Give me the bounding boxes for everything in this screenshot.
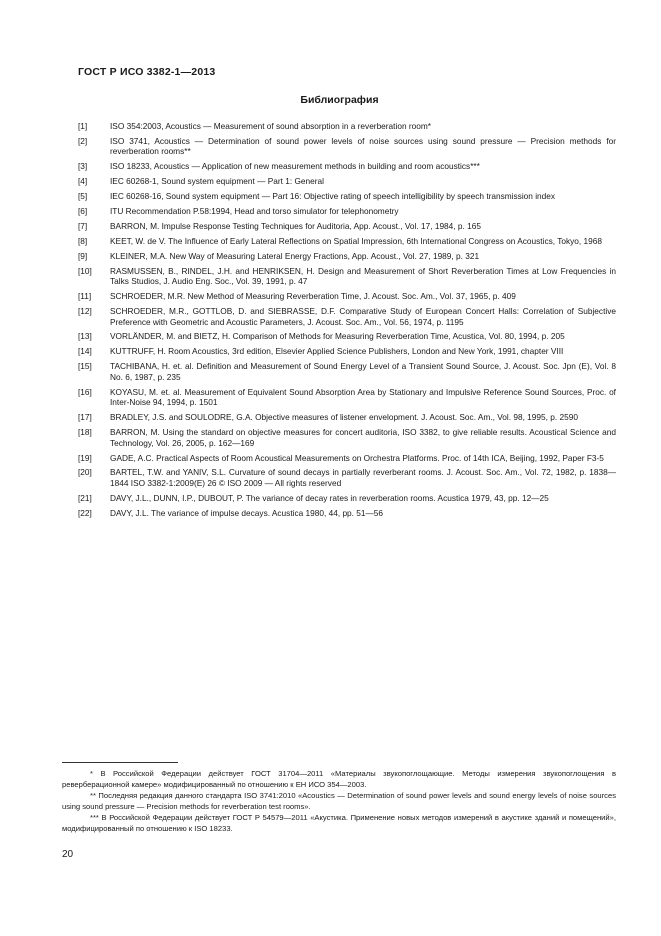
- reference-number: [10]: [78, 265, 92, 276]
- reference-number: [22]: [78, 507, 92, 518]
- reference-number: [4]: [78, 176, 88, 187]
- reference-item: [78, 387, 616, 408]
- reference-text: DAVY, J.L. The variance of impulse decays. Acustica 1980, 44, pp. 51—56: [110, 507, 384, 518]
- reference-item: [78, 331, 616, 342]
- reference-number: [7]: [78, 220, 88, 231]
- document-header: ГОСТ Р ИСО 3382-1—2013: [78, 66, 216, 78]
- reference-item: [78, 412, 616, 423]
- reference-item: [78, 467, 616, 488]
- reference-text: TACHIBANA, H. et. al. Definition and Measurement of Sound Energy Level of a Transient Sound Source, J. Acoust. Soc. Jpn (E), Vol. 8 No. 6, 1987, p. 235: [110, 361, 616, 382]
- reference-text: KOYASU, M. et. al. Measurement of Equivalent Sound Absorption Area by Stationary and Impulsive Reference Sound Sources, Proc. of Inter-Noise 94, 1994, p. 1501: [110, 386, 616, 408]
- reference-item: [78, 306, 616, 327]
- reference-text: GADE, A.C. Practical Aspects of Room Acoustical Measurements on Orchestra Platforms. Proc. of 14th ICA, Beijing, 1992, Paper F3-5: [110, 452, 604, 463]
- reference-item: [78, 206, 616, 217]
- reference-text: SCHROEDER, M.R., GOTTLOB, D. and SIEBRASSE, D.F. Comparative Study of European Concert Halls: Correlation of Subjective Preference with Geometric and Acoustic Parameters, J. Acoust. Soc. Am., Vol. 56, 1974, p. 1195: [110, 305, 616, 327]
- reference-number: [1]: [78, 121, 88, 131]
- footnote-divider: [62, 762, 178, 763]
- reference-text: IEC 60268-1, Sound system equipment — Part 1: General: [110, 176, 324, 187]
- reference-text: ISO 18233, Acoustics — Application of new measurement methods in building and room acoustics***: [110, 161, 480, 172]
- reference-text: BARRON, M. Impulse Response Testing Techniques for Auditoria, App. Acoust., Vol. 17, 1984, p. 165: [110, 220, 481, 231]
- reference-text: ITU Recommendation P.58:1994, Head and torso simulator for telephonometry: [110, 206, 399, 217]
- reference-item: [78, 453, 616, 464]
- page-number: 20: [62, 849, 74, 860]
- reference-text: SCHROEDER, M.R. New Method of Measuring Reverberation Time, J. Acoust. Soc. Am., Vol. 37, 1965, p. 409: [110, 291, 516, 302]
- reference-number: [5]: [78, 191, 88, 202]
- reference-item: [78, 361, 616, 382]
- reference-number: [3]: [78, 161, 88, 172]
- reference-item: [78, 251, 616, 262]
- footnotes: [62, 769, 616, 836]
- reference-number: [19]: [78, 452, 92, 463]
- reference-number: [18]: [78, 427, 92, 438]
- reference-number: [14]: [78, 346, 92, 357]
- reference-item: [78, 161, 616, 172]
- reference-number: [15]: [78, 361, 92, 372]
- reference-number: [12]: [78, 305, 92, 316]
- reference-item: [78, 176, 616, 187]
- reference-number: [16]: [78, 386, 92, 397]
- reference-text: IEC 60268-16, Sound system equipment — Part 16: Objective rating of speech intelligibility by speech transmission index: [110, 191, 556, 202]
- reference-text: KEET, W. de V. The Influence of Early Lateral Reflections on Spatial Impression, 6th International Congress on Acoustics, Tokyo, 1968: [110, 235, 602, 246]
- reference-text: RASMUSSEN, B., RINDEL, J.H. and HENRIKSEN, H. Design and Measurement of Short Reverberation Times at Low Frequencies in Talks Studios, J. Audio Eng. Soc., Vol. 39, 1991, p. 47: [110, 265, 616, 287]
- reference-item: [78, 121, 616, 132]
- reference-text: BARRON, M. Using the standard on objective measures for concert auditoria, ISO 3382, to give reliable results. Acoustical Science and Technology, Vol. 26, 2005, p. 162—169: [110, 427, 616, 448]
- reference-item: [78, 266, 616, 287]
- reference-item: [78, 346, 616, 357]
- reference-number: [17]: [78, 412, 92, 423]
- bibliography-title: Библиография: [300, 94, 379, 106]
- reference-number: [21]: [78, 492, 92, 503]
- bibliography-list: [78, 121, 616, 523]
- reference-number: [20]: [78, 467, 92, 478]
- reference-text: BRADLEY, J.S. and SOULODRE, G.A. Objective measures of listener envelopment. J. Acoust. Soc. Am., Vol. 98, 1995, p. 2590: [110, 412, 578, 423]
- reference-item: [78, 291, 616, 302]
- reference-text: BARTEL, T.W. and YANIV, S.L. Curvature of sound decays in partially reverberant rooms. J. Acoust. Soc. Am., Vol. 72, 1982, p. 1838—1844 ISO 3382-1:2009(E) 26 © ISO 2009 — All rights reserved: [110, 467, 616, 489]
- footnote: ** Последняя редакция данного стандарта ISO 3741:2010 «Acoustics — Determination of sound power levels and sound energy levels of noise sources using sound pressure — Precision methods for reverberation test rooms».: [62, 791, 616, 811]
- reference-number: [8]: [78, 235, 88, 246]
- reference-text: ISO 354:2003, Acoustics — Measurement of sound absorption in a reverberation room*: [110, 121, 431, 131]
- reference-item: [78, 191, 616, 202]
- reference-number: [2]: [78, 135, 88, 146]
- reference-text: VORLÄNDER, M. and BIETZ, H. Comparison of Methods for Measuring Reverberation Time, Acustica, Vol. 80, 1994, p. 205: [110, 331, 565, 342]
- reference-number: [13]: [78, 331, 92, 342]
- reference-item: [78, 221, 616, 232]
- reference-item: [78, 493, 616, 504]
- reference-number: [9]: [78, 250, 88, 261]
- reference-text: DAVY, J.L., DUNN, I.P., DUBOUT, P. The variance of decay rates in reverberation rooms. Acustica 1979, 43, pp. 12—25: [110, 492, 549, 503]
- reference-item: [78, 508, 616, 519]
- footnote: *** В Российской Федерации действует ГОСТ Р 54579—2011 «Акустика. Применение новых методов измерений в акустике зданий и помещений», модифицированный по отношению к ISO 18233.: [62, 813, 616, 833]
- reference-number: [6]: [78, 206, 88, 217]
- reference-item: [78, 427, 616, 448]
- reference-item: [78, 136, 616, 157]
- reference-text: ISO 3741, Acoustics — Determination of sound power levels of noise sources using sound pressure — Precision methods for reverberation rooms**: [110, 135, 616, 157]
- reference-text: KLEINER, M.A. New Way of Measuring Lateral Energy Fractions, App. Acoust., Vol. 27, 1989, p. 321: [110, 250, 480, 261]
- reference-item: [78, 236, 616, 247]
- footnote: * В Российской Федерации действует ГОСТ 31704—2011 «Материалы звукопоглощающие. Методы измерения звукопоглощения в реверберационной камере» модифицированный по отношению к ЕН ИСО 354—2003.: [62, 769, 616, 789]
- reference-text: KUTTRUFF, H. Room Acoustics, 3rd edition, Elsevier Applied Science Publishers, London and New York, 1991, chapter VIII: [110, 346, 564, 357]
- reference-number: [11]: [78, 291, 92, 302]
